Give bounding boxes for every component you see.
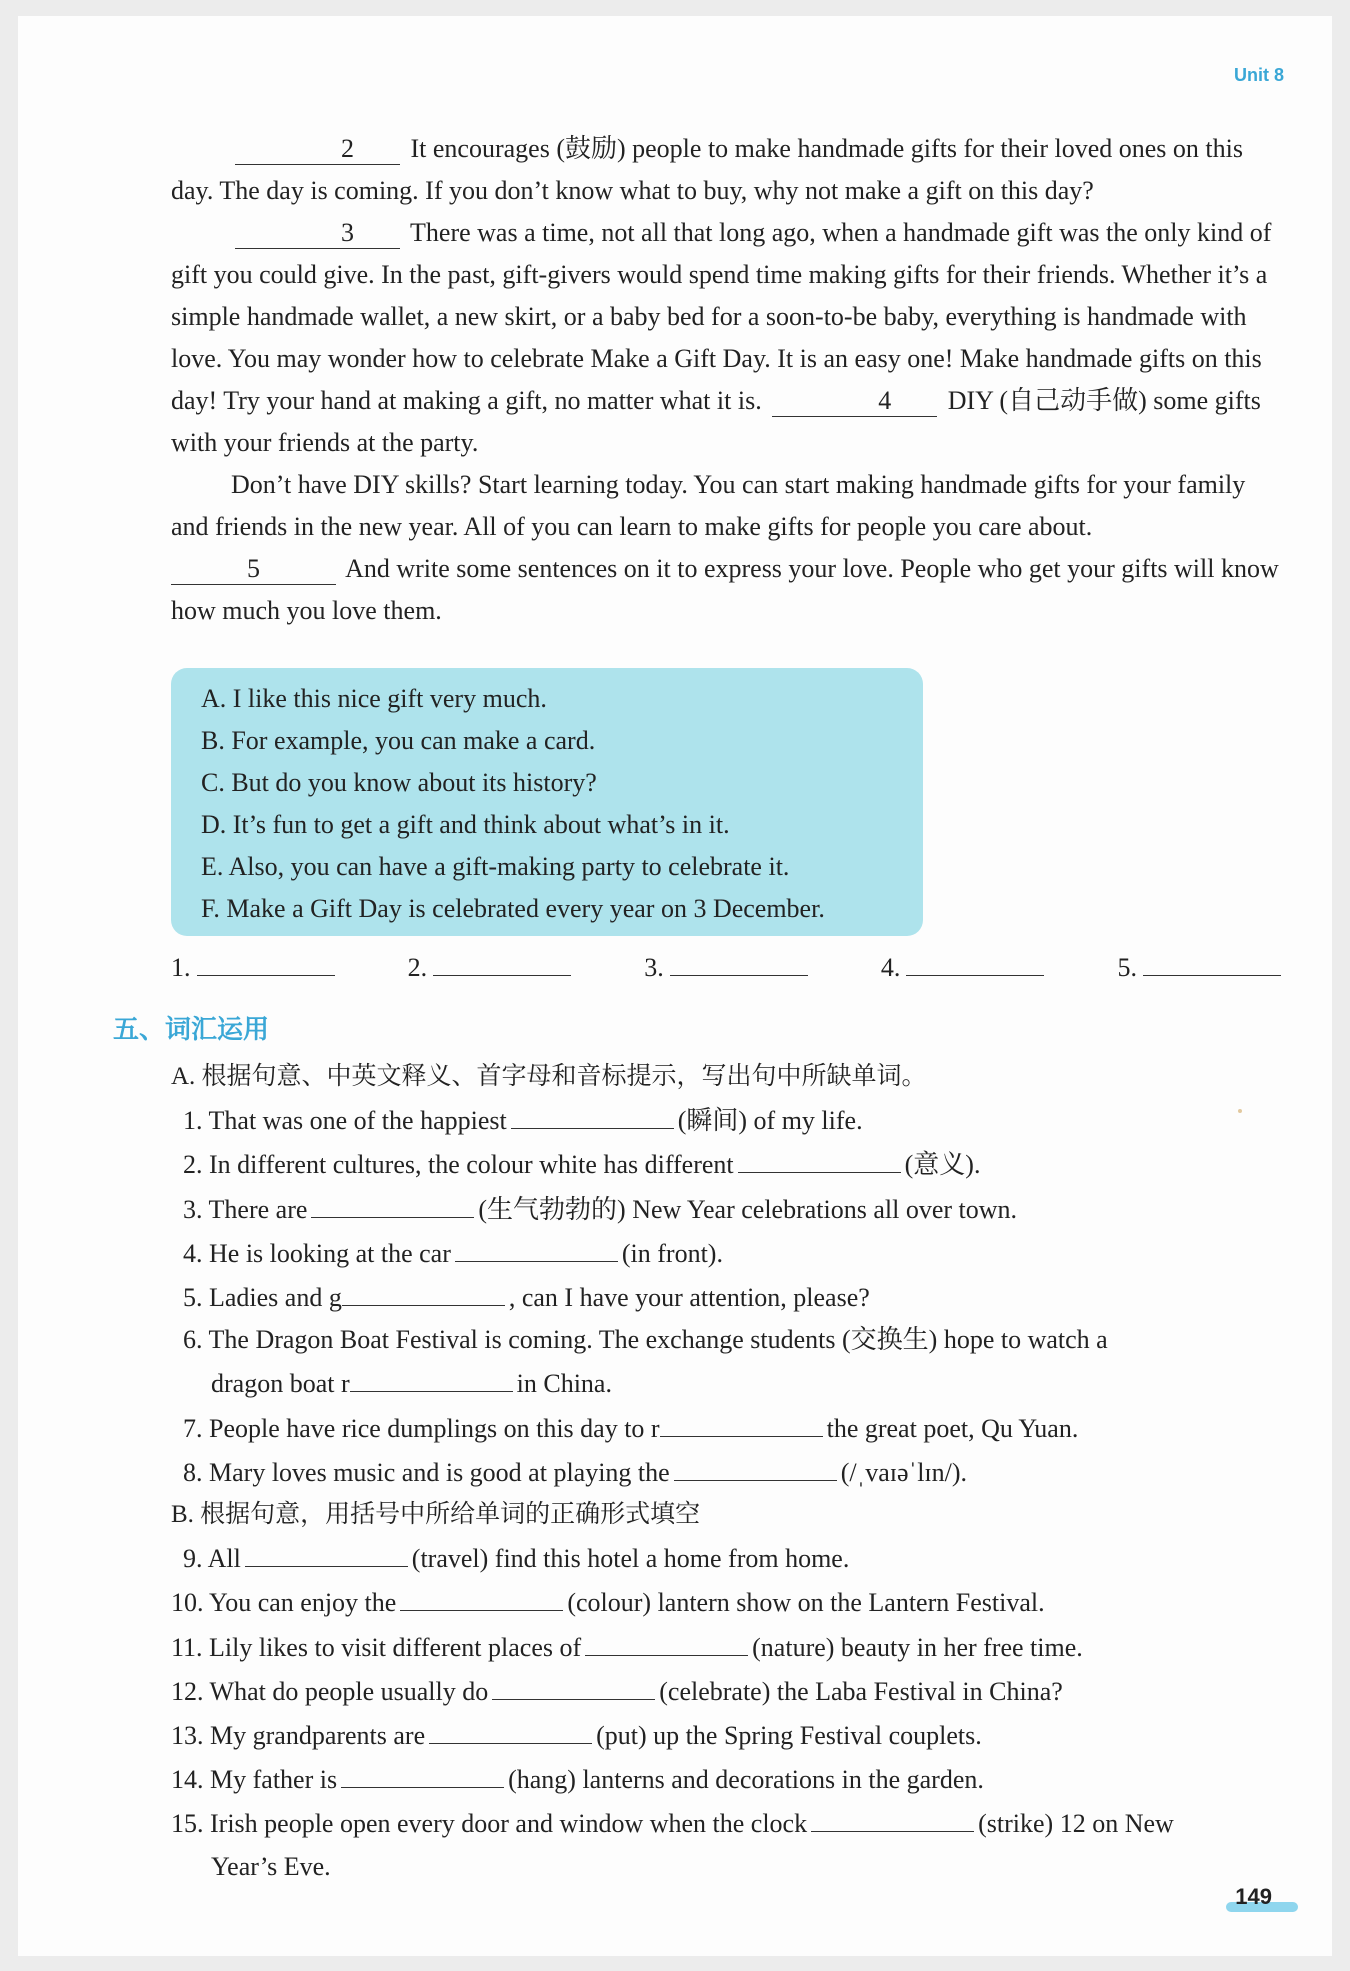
gap-3-blank[interactable]: 3 — [235, 218, 400, 249]
vocabulary-exercise — [171, 1056, 1281, 1888]
question-15-continued — [171, 1846, 1281, 1888]
question-2-hint: (意义). — [904, 1150, 981, 1180]
question-7-hint: the great poet, Qu Yuan. — [826, 1413, 1079, 1443]
option-d: D. It’s fun to get a gift and think about what’s in it. — [201, 810, 730, 839]
paragraph-3 — [171, 464, 1281, 548]
question-1 — [171, 1098, 1281, 1142]
question-4-hint: (in front). — [621, 1238, 723, 1268]
question-5 — [171, 1275, 1281, 1319]
answer-label-5: 5. — [1117, 953, 1137, 982]
question-8-text: 8. Mary loves music and is good at playing the — [183, 1457, 670, 1487]
paragraph-2-text: There was a time, not all that long ago, when a handmade gift was the only kind of gift you could give. In the past, gift-givers would spend time making gifts for their friends. Whether it’s a simple handmade wallet, a new skirt, or a baby bed for a soon-to-be baby, everything is handmade with love. You may wonder how to celebrate Make a Gift Day. It is an easy one! Make handmade gifts on this day! Try your hand at making a gift, no matter what it is. — [171, 218, 1272, 415]
answer-row — [171, 945, 1281, 989]
question-9 — [171, 1536, 1281, 1580]
question-14-text: 14. My father is — [171, 1765, 338, 1795]
option-c: C. But do you know about its history? — [201, 768, 597, 797]
answer-label-4: 4. — [880, 953, 901, 982]
question-11 — [171, 1625, 1281, 1669]
question-10-blank[interactable] — [400, 1580, 563, 1611]
question-11-text: 11. Lily likes to visit different places of — [171, 1632, 582, 1662]
gap-2-blank[interactable]: 2 — [235, 134, 400, 165]
question-12 — [171, 1669, 1281, 1713]
answer-label-1: 1. — [171, 953, 191, 982]
question-2-text: 2. In different cultures, the colour white has different — [183, 1150, 734, 1180]
question-8 — [171, 1450, 1281, 1494]
question-6-text: 6. The Dragon Boat Festival is coming. The exchange students (交换生) hope to watch a — [183, 1325, 1108, 1355]
section-heading: 五、词汇运用 — [113, 1015, 270, 1045]
question-6-text-2: dragon boat r — [211, 1369, 350, 1399]
question-7-text: 7. People have rice dumplings on this day to r — [183, 1413, 660, 1443]
question-13-hint: (put) up the Spring Festival couplets. — [596, 1721, 982, 1751]
question-14-hint: (hang) lanterns and decorations in the garden. — [508, 1765, 984, 1795]
question-2-blank[interactable] — [738, 1142, 901, 1173]
answer-field-4[interactable] — [906, 945, 1044, 976]
question-5-blank[interactable] — [342, 1275, 505, 1306]
question-4 — [171, 1231, 1281, 1275]
question-10 — [171, 1580, 1281, 1624]
question-1-blank[interactable] — [511, 1098, 674, 1129]
question-8-blank[interactable] — [674, 1450, 837, 1481]
question-13-blank[interactable] — [429, 1713, 592, 1744]
question-7-blank[interactable] — [660, 1406, 823, 1437]
question-1-text: 1. That was one of the happiest — [183, 1106, 507, 1136]
question-10-hint: (colour) lantern show on the Lantern Festival. — [567, 1588, 1045, 1618]
paragraph-3-text: Don’t have DIY skills? Start learning today. You can start making handmade gifts for your family and friends in the new year. All of you can learn to make gifts for people you care about. — [171, 470, 1246, 541]
question-1-hint: (瞬间) of my life. — [677, 1106, 863, 1136]
question-3-text: 3. There are — [183, 1194, 308, 1224]
answer-label-2: 2. — [407, 953, 428, 982]
question-13-text: 13. My grandparents are — [171, 1721, 426, 1751]
question-12-text: 12. What do people usually do — [171, 1676, 489, 1706]
part-b-instruction: B. 根据句意，用括号中所给单词的正确形式填空 — [171, 1501, 701, 1529]
paragraph-2 — [171, 212, 1281, 464]
question-12-hint: (celebrate) the Laba Festival in China? — [659, 1676, 1063, 1706]
question-15 — [171, 1801, 1281, 1845]
question-9-hint: (travel) find this hotel a home from home. — [411, 1544, 850, 1574]
question-5-text: 5. Ladies and g — [183, 1283, 342, 1313]
paragraph-1-text: It encourages (鼓励) people to make handmade gifts for their loved ones on this day. The day is coming. If you don’t know what to buy, why not make a gift on this day? — [171, 134, 1243, 205]
option-b: B. For example, you can make a card. — [201, 726, 596, 755]
answer-label-3: 3. — [644, 953, 664, 982]
question-15-hint: (strike) 12 on New — [978, 1809, 1174, 1839]
question-6 — [171, 1319, 1281, 1361]
paragraph-1 — [171, 128, 1281, 212]
option-a: A. I like this nice gift very much. — [201, 684, 547, 713]
gap-5-blank[interactable]: 5 — [171, 554, 336, 585]
question-6-continued — [171, 1361, 1281, 1405]
question-11-blank[interactable] — [585, 1625, 748, 1656]
question-3-blank[interactable] — [311, 1187, 474, 1218]
paragraph-2-text-end: DIY (自己动手做) some gifts with your friends at the party. — [171, 386, 1261, 457]
answer-slot-4 — [881, 945, 1045, 989]
question-3 — [171, 1187, 1281, 1231]
answer-slot-5 — [1118, 945, 1282, 989]
option-e: E. Also, you can have a gift-making party to celebrate it. — [201, 852, 790, 881]
question-2 — [171, 1142, 1281, 1186]
reading-passage — [171, 128, 1281, 632]
question-9-blank[interactable] — [245, 1536, 408, 1567]
question-12-blank[interactable] — [492, 1669, 655, 1700]
question-14 — [171, 1757, 1281, 1801]
question-6-hint: in China. — [516, 1369, 612, 1399]
answer-slot-1 — [171, 945, 335, 989]
workbook-page — [18, 16, 1332, 1956]
options-list — [171, 668, 923, 930]
gap-4-blank[interactable]: 4 — [772, 386, 937, 417]
answer-field-2[interactable] — [433, 945, 571, 976]
question-15-blank[interactable] — [811, 1801, 974, 1832]
question-15-text-2: Year’s Eve. — [211, 1851, 331, 1881]
speck-mark — [1238, 1109, 1242, 1113]
answer-slot-3 — [644, 945, 808, 989]
question-4-blank[interactable] — [455, 1231, 618, 1262]
part-a-instruction: A. 根据句意、中英文释义、首字母和音标提示，写出句中所缺单词。 — [171, 1063, 927, 1090]
answer-field-5[interactable] — [1143, 945, 1281, 976]
question-14-blank[interactable] — [341, 1757, 504, 1788]
options-box — [171, 668, 923, 936]
question-13 — [171, 1713, 1281, 1757]
question-4-text: 4. He is looking at the car — [183, 1238, 451, 1268]
question-10-text: 10. You can enjoy the — [171, 1588, 397, 1618]
option-f: F. Make a Gift Day is celebrated every year on 3 December. — [201, 894, 825, 923]
question-8-hint: (/ˌvaɪəˈlɪn/). — [840, 1457, 968, 1487]
question-9-text: 9. All — [183, 1544, 241, 1574]
question-15-text: 15. Irish people open every door and window when the clock — [171, 1809, 808, 1839]
page-number: 149 — [1235, 1884, 1272, 1909]
paragraph-4 — [171, 548, 1281, 632]
question-5-hint: , can I have your attention, please? — [508, 1283, 870, 1313]
question-6-blank[interactable] — [350, 1361, 513, 1392]
question-3-hint: (生气勃勃的) New Year celebrations all over town. — [478, 1194, 1018, 1224]
paragraph-4-text: And write some sentences on it to express your love. People who get your gifts will know how much you love them. — [171, 554, 1279, 625]
unit-label: Unit 8 — [1233, 65, 1284, 85]
question-7 — [171, 1406, 1281, 1450]
answer-field-1[interactable] — [197, 945, 335, 976]
question-11-hint: (nature) beauty in her free time. — [752, 1632, 1083, 1662]
answer-slot-2 — [408, 945, 572, 989]
answer-field-3[interactable] — [670, 945, 808, 976]
